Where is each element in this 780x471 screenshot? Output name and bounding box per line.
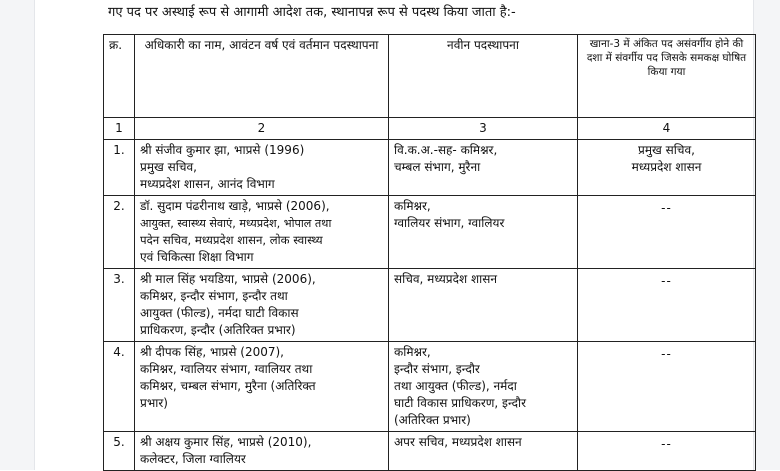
posting-line: तथा आयुक्त (फील्ड), नर्मदा <box>394 379 517 393</box>
left-margin-panel <box>0 0 35 470</box>
right-margin-panel <box>753 0 780 470</box>
new-posting-cell <box>389 140 578 196</box>
posting-line: कमिश्नर, <box>394 199 431 213</box>
officer-line: श्री अक्षय कुमार सिंह, भाप्रसे (2010), <box>140 435 312 449</box>
officer-line: प्राधिकरण, इन्दौर (अतिरिक्त प्रभार) <box>140 323 296 337</box>
column-number: 2 <box>135 118 389 140</box>
officer-line: एवं चिकित्सा शिक्षा विभाग <box>140 250 254 264</box>
new-posting-cell <box>389 342 578 432</box>
posting-line: वि.क.अ.-सह- कमिश्नर, <box>394 143 498 157</box>
empty-dash: -- <box>661 437 672 451</box>
serial-number: 4. <box>104 342 135 432</box>
officer-line: कमिश्नर, ग्वालियर संभाग, ग्वालियर तथा <box>140 362 313 376</box>
officer-line: आयुक्त (फील्ड), नर्मदा घाटी विकास <box>140 306 299 320</box>
officer-line: श्री माल सिंह भयडिया, भाप्रसे (2006), <box>140 272 316 286</box>
intro-text: गए पद पर अस्थाई रूप से आगामी आदेश तक, स्थानापन्न रूप से पदस्थ किया जाता है:- <box>108 5 516 20</box>
posting-line: चम्बल संभाग, मुरैना <box>394 160 481 174</box>
empty-dash: -- <box>661 347 672 361</box>
equivalent-line: मध्यप्रदेश शासन <box>631 160 702 174</box>
serial-number: 5. <box>104 432 135 471</box>
column-number-row <box>104 118 756 140</box>
serial-number: 1. <box>104 140 135 196</box>
table-row <box>104 342 756 432</box>
serial-number: 3. <box>104 269 135 342</box>
officer-line: श्री संजीव कुमार झा, भाप्रसे (1996) <box>140 143 305 157</box>
officer-line: मध्यप्रदेश शासन, आनंद विभाग <box>140 177 275 191</box>
table-row <box>104 140 756 196</box>
header-equivalent-post: खाना-3 में अंकित पद असंवर्गीय होने की दशा में संवर्गीय पद जिसके समकक्ष घोषित किया गया <box>578 35 756 118</box>
posting-line: (अतिरिक्त प्रभार) <box>394 413 471 427</box>
table-row <box>104 269 756 342</box>
equivalent-cell <box>578 269 756 342</box>
new-posting-cell <box>389 432 578 471</box>
equivalent-cell <box>578 140 756 196</box>
equivalent-cell <box>578 342 756 432</box>
officer-line: पदेन सचिव, मध्यप्रदेश शासन, लोक स्वास्थ्य <box>140 233 323 247</box>
header-new-posting: नवीन पदस्थापना <box>389 35 578 118</box>
new-posting-cell <box>389 196 578 269</box>
officer-line: कमिश्नर, चम्बल संभाग, मुरैना (अतिरिक्त <box>140 379 316 393</box>
equivalent-cell <box>578 196 756 269</box>
officer-cell <box>135 342 389 432</box>
posting-line: ग्वालियर संभाग, ग्वालियर <box>394 216 505 230</box>
officer-line: डॉ. सुदाम पंढरीनाथ खाड़े, भाप्रसे (2006), <box>140 199 330 213</box>
table-header-row <box>104 35 756 118</box>
officer-line: कमिश्नर, इन्दौर संभाग, इन्दौर तथा <box>140 289 288 303</box>
posting-line: घाटी विकास प्राधिकरण, इन्दौर <box>394 396 527 410</box>
posting-table <box>103 34 756 471</box>
officer-line: आयुक्त, स्वास्थ्य सेवाएं, मध्यप्रदेश, भोपाल तथा <box>140 217 332 230</box>
column-number: 1 <box>104 118 135 140</box>
column-number: 4 <box>578 118 756 140</box>
officer-line: प्रभार) <box>140 396 168 410</box>
officer-cell <box>135 432 389 471</box>
officer-cell <box>135 140 389 196</box>
header-officer: अधिकारी का नाम, आवंटन वर्ष एवं वर्तमान पदस्थापना <box>135 35 389 118</box>
header-serial: क्र. <box>104 35 135 118</box>
new-posting-cell <box>389 269 578 342</box>
empty-dash: -- <box>661 201 672 215</box>
officer-line: कलेक्टर, जिला ग्वालियर <box>140 452 246 466</box>
empty-dash: -- <box>661 274 672 288</box>
equivalent-line: प्रमुख सचिव, <box>638 143 695 157</box>
table-row <box>104 432 756 471</box>
officer-line: श्री दीपक सिंह, भाप्रसे (2007), <box>140 345 284 359</box>
posting-line: कमिश्नर, <box>394 345 431 359</box>
officer-line: प्रमुख सचिव, <box>140 160 197 174</box>
officer-cell <box>135 269 389 342</box>
table-row <box>104 196 756 269</box>
posting-line: अपर सचिव, मध्यप्रदेश शासन <box>394 435 522 449</box>
posting-line: सचिव, मध्यप्रदेश शासन <box>394 272 498 286</box>
posting-line: इन्दौर संभाग, इन्दौर <box>394 362 480 376</box>
serial-number: 2. <box>104 196 135 269</box>
column-number: 3 <box>389 118 578 140</box>
equivalent-cell <box>578 432 756 471</box>
officer-cell <box>135 196 389 269</box>
